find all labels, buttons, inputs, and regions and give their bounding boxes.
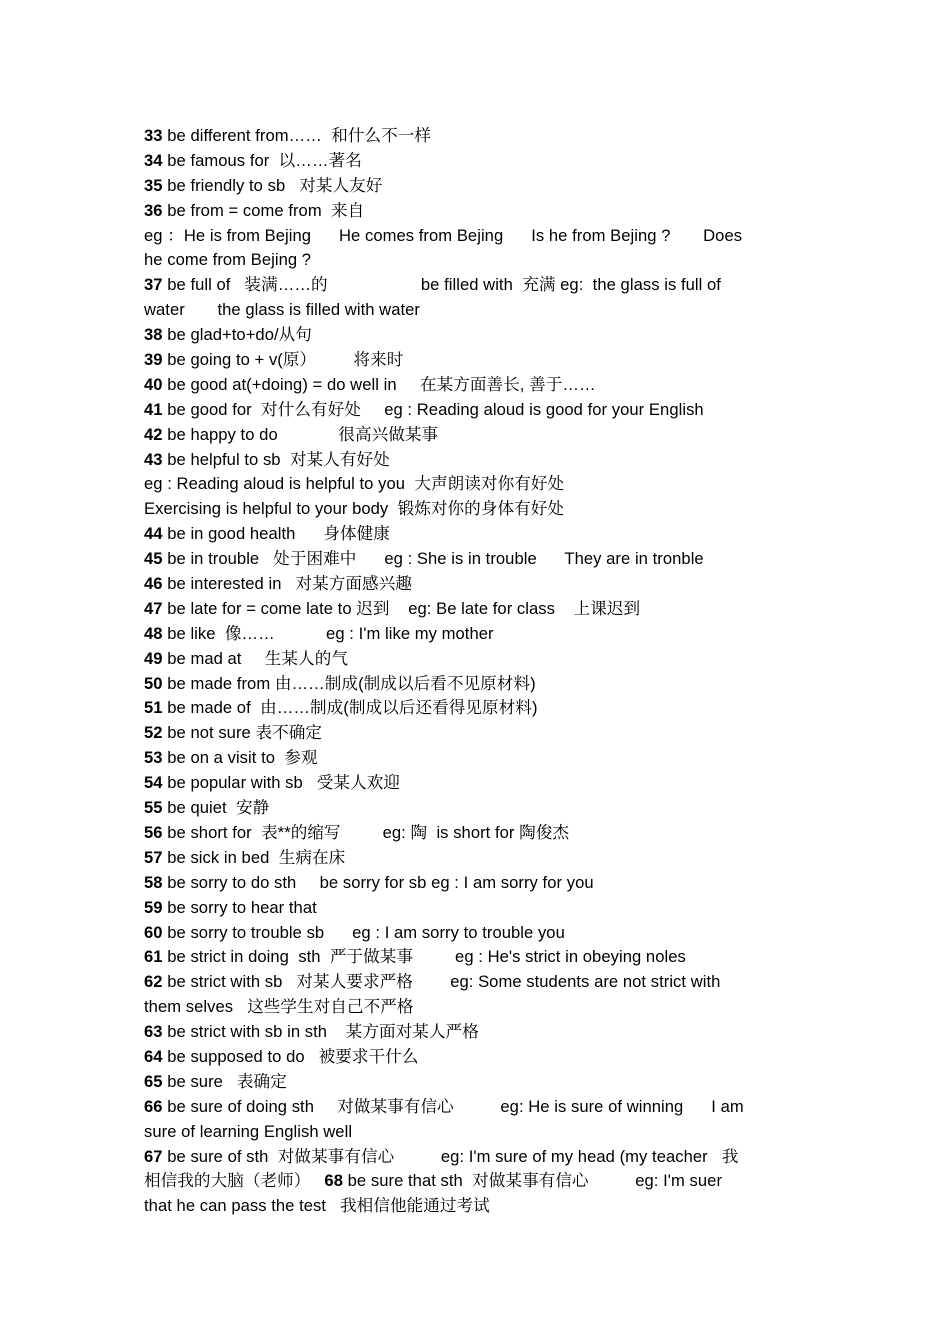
text-line [144, 1020, 809, 1045]
entry-number: 67 [144, 1146, 163, 1166]
text-line [144, 1145, 809, 1170]
entry-text: be made of 由……制成(制成以后还看得见原材料) [162, 698, 538, 718]
entry-number: 68 [324, 1171, 343, 1191]
text-line [144, 149, 809, 174]
entry-text: be glad+to+do/从句 [162, 325, 312, 345]
entry-text: be popular with sb 受某人欢迎 [162, 773, 401, 793]
entry-number: 57 [144, 847, 163, 867]
entry-number: 43 [144, 449, 163, 469]
entry-number: 53 [144, 748, 163, 768]
text-line [144, 921, 809, 946]
entry-text: be different from…… 和什么不一样 [162, 126, 432, 145]
text-line [144, 970, 809, 995]
text-line [144, 896, 809, 921]
entry-text: be good at(+doing) = do well in 在某方面善长, 善于…… [162, 374, 596, 394]
entry-text: be from = come from 来自 [162, 200, 365, 220]
text-line [144, 174, 809, 199]
entry-number: 41 [144, 399, 163, 419]
entry-text: be full of 装满……的 be filled with 充满 eg: the glass is full of [162, 275, 721, 295]
entry-number: 47 [144, 598, 163, 618]
entry-number: 50 [144, 673, 163, 693]
text-line [144, 497, 809, 522]
text-line [144, 1045, 809, 1070]
text-line [144, 821, 809, 846]
text-line [144, 124, 809, 149]
text-line [144, 597, 809, 622]
entry-text: be quiet 安静 [162, 798, 270, 818]
text-line [144, 273, 809, 298]
text-line [144, 871, 809, 896]
text-line [144, 298, 809, 323]
entry-number: 62 [144, 972, 163, 992]
text-line [144, 423, 809, 448]
entry-number: 45 [144, 549, 163, 569]
entry-number: 66 [144, 1096, 163, 1116]
entry-text: Exercising is helpful to your body 锻炼对你的身体有好处 [144, 499, 565, 519]
entry-number: 36 [144, 200, 163, 220]
entry-text: be made from 由……制成(制成以后看不见原材料) [162, 673, 536, 693]
entry-text: be strict in doing sth 严于做某事 eg : He's strict in obeying noles [162, 947, 686, 967]
entry-text: be mad at 生某人的气 [162, 648, 348, 668]
text-line [144, 721, 809, 746]
entry-text: be strict with sb 对某人要求严格 eg: Some students are not strict with [162, 972, 721, 992]
entry-text: be late for = come late to 迟到 eg: Be late for class 上课迟到 [162, 598, 641, 618]
entry-number: 60 [144, 922, 163, 942]
entry-text: be helpful to sb 对某人有好处 [162, 449, 390, 469]
text-line [144, 696, 809, 721]
entry-text: he come from Bejing ? [144, 250, 312, 270]
entry-text: them selves 这些学生对自己不严格 [144, 997, 414, 1017]
entry-text: eg : Reading aloud is helpful to you 大声朗读对你有好处 [144, 474, 565, 494]
entry-number: 56 [144, 822, 163, 842]
entry-number: 34 [144, 150, 163, 170]
entry-text: be strict with sb in sth 某方面对某人严格 [162, 1022, 479, 1042]
entry-text: that he can pass the test 我相信他能通过考试 [144, 1196, 490, 1216]
entry-number: 35 [144, 175, 163, 195]
entry-number: 38 [144, 325, 163, 345]
entry-number: 51 [144, 698, 163, 718]
entry-text: be sure of sth 对做某事有信心 eg: I'm sure of my head (my teacher 我 [162, 1146, 739, 1166]
text-line [144, 1095, 809, 1120]
text-line [144, 248, 809, 273]
entry-number: 42 [144, 424, 163, 444]
text-line [144, 572, 809, 597]
entry-number: 37 [144, 275, 163, 295]
text-line [144, 1070, 809, 1095]
entry-text: be good for 对什么有好处 eg : Reading aloud is good for your English [162, 399, 704, 419]
entry-text: be sure that sth 对做某事有信心 eg: I'm suer [342, 1171, 723, 1191]
text-line [144, 672, 809, 697]
text-line [144, 796, 809, 821]
text-line [144, 846, 809, 871]
entry-text: be sorry to trouble sb eg : I am sorry to trouble you [162, 922, 565, 942]
text-line [144, 622, 809, 647]
entry-number: 39 [144, 350, 163, 370]
entry-text: sure of learning English well [144, 1121, 353, 1141]
entry-text: eg ：He is from Bejing He comes from Bejing Is he from Bejing ? Does [144, 225, 743, 245]
text-line [144, 472, 809, 497]
text-line [144, 199, 809, 224]
text-line [144, 547, 809, 572]
text-line [144, 373, 809, 398]
entry-text: be not sure 表不确定 [162, 723, 323, 743]
entry-text: be sure 表确定 [162, 1071, 287, 1091]
entry-text: be going to + v(原） 将来时 [162, 350, 404, 370]
entry-text: be sure of doing sth 对做某事有信心 eg: He is sure of winning I am [162, 1096, 744, 1116]
entry-text: be in trouble 处于困难中 eg : She is in trouble They are in tronble [162, 549, 704, 569]
entry-text: be supposed to do 被要求干什么 [162, 1046, 419, 1066]
entry-number: 49 [144, 648, 163, 668]
entry-number: 61 [144, 947, 163, 967]
entry-text: be happy to do 很高兴做某事 [162, 424, 439, 444]
entry-number: 64 [144, 1046, 163, 1066]
entry-number: 44 [144, 524, 163, 544]
entry-number: 40 [144, 374, 163, 394]
document-page [144, 124, 809, 1219]
text-line [144, 746, 809, 771]
text-line [144, 398, 809, 423]
entry-text: be on a visit to 参观 [162, 748, 318, 768]
text-line [144, 945, 809, 970]
text-line [144, 1120, 809, 1145]
entry-text: 相信我的大脑（老师） [144, 1171, 325, 1191]
entry-number: 33 [144, 126, 163, 145]
text-line [144, 348, 809, 373]
text-line [144, 1194, 809, 1219]
text-line [144, 522, 809, 547]
entry-text: be famous for 以……著名 [162, 150, 362, 170]
entry-text: be interested in 对某方面感兴趣 [162, 574, 412, 594]
text-line [144, 647, 809, 672]
entry-text: be in good health 身体健康 [162, 524, 390, 544]
entry-number: 65 [144, 1071, 163, 1091]
entry-number: 52 [144, 723, 163, 743]
text-line [144, 448, 809, 473]
entry-text: be sick in bed 生病在床 [162, 847, 346, 867]
entry-text: water the glass is filled with water [144, 300, 421, 320]
entry-number: 54 [144, 773, 163, 793]
entry-number: 46 [144, 574, 163, 594]
entry-text: be sorry to hear that [162, 897, 317, 917]
entry-text: be sorry to do sth be sorry for sb eg : I am sorry for you [162, 872, 594, 892]
text-line [144, 771, 809, 796]
entry-number: 48 [144, 623, 163, 643]
text-line [144, 224, 809, 249]
text-line [144, 1169, 809, 1194]
entry-number: 63 [144, 1022, 163, 1042]
entry-text: be like 像…… eg : I'm like my mother [162, 623, 494, 643]
entry-text: be friendly to sb 对某人友好 [162, 175, 383, 195]
text-line [144, 995, 809, 1020]
text-line [144, 323, 809, 348]
entry-text: be short for 表**的缩写 eg: 陶 is short for 陶俊杰 [162, 822, 570, 842]
entry-number: 55 [144, 798, 163, 818]
entry-number: 59 [144, 897, 163, 917]
entry-number: 58 [144, 872, 163, 892]
